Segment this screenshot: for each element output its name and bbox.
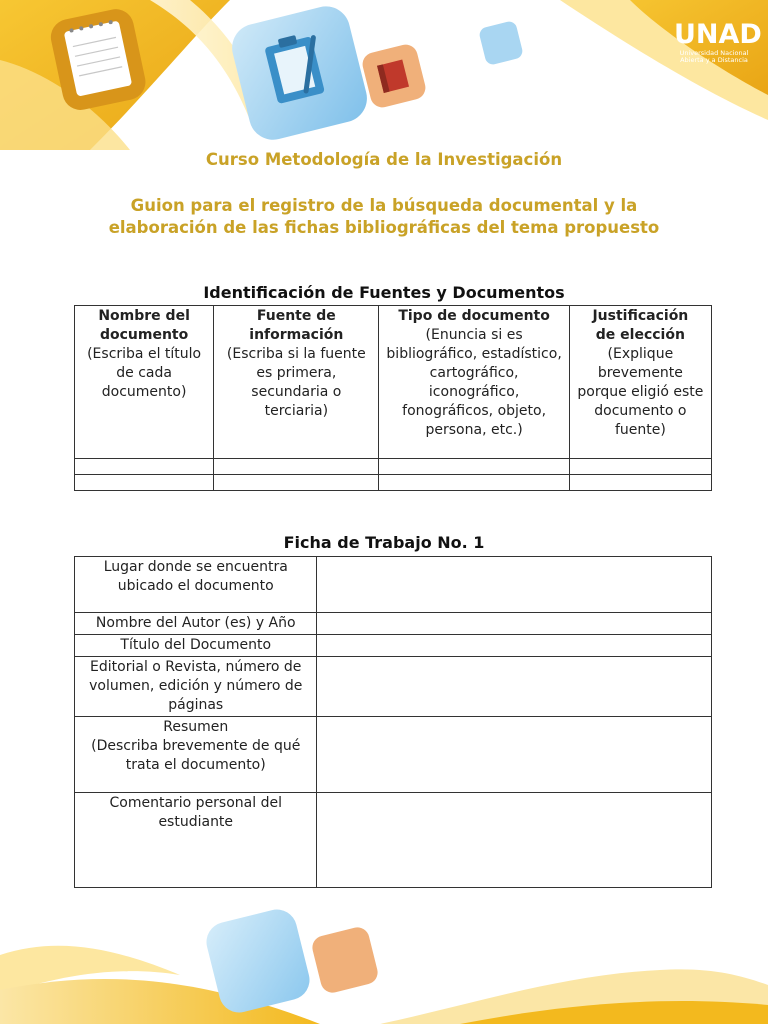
sources-table — [74, 305, 712, 491]
orange-tile — [310, 925, 380, 995]
logo-wordmark: UNAD — [674, 19, 762, 50]
footer-graphic — [0, 895, 768, 1024]
table-row — [75, 717, 712, 793]
clipboard-icon — [227, 1, 372, 145]
col-description: (Escriba si la fuente es primera, secundaria o terciaria) — [226, 346, 366, 419]
ficha-label-comment: Comentario personal del estudiante — [75, 793, 317, 888]
footer-decoration — [0, 895, 768, 1024]
col-title: Fuente de — [256, 308, 336, 324]
ficha-label-title: Título del Documento — [75, 635, 317, 657]
ficha-value-summary[interactable] — [317, 717, 712, 793]
col-description: (Explique brevemente porque eligió este documento o fuente) — [577, 346, 704, 438]
table-row — [75, 635, 712, 657]
sources-col-type — [379, 306, 569, 459]
empty-cell[interactable] — [214, 459, 379, 475]
course-title: Curso Metodología de la Investigación — [205, 150, 563, 169]
sources-col-document — [75, 306, 214, 459]
col-description: (Escriba el título de cada documento) — [87, 346, 202, 400]
table-row — [75, 657, 712, 717]
empty-cell[interactable] — [75, 475, 214, 491]
empty-cell[interactable] — [214, 475, 379, 491]
ficha-value-author[interactable] — [317, 613, 712, 635]
col-title: Nombre del — [98, 308, 190, 324]
guide-title: Guion para el registro de la búsqueda documental y la elaboración de las fichas bibliográficas del tema propuesto — [108, 196, 660, 237]
ficha-heading: Ficha de Trabajo No. 1 — [283, 533, 485, 552]
header-decoration — [0, 0, 768, 150]
col-title: Tipo de documento — [398, 308, 550, 324]
sources-col-justification — [569, 306, 711, 459]
empty-cell[interactable] — [569, 475, 711, 491]
table-row — [75, 475, 712, 491]
empty-cell[interactable] — [379, 475, 569, 491]
col-description: (Enuncia si es bibliográfico, estadístico, cartográfico, iconográfico, fonográficos, objeto, persona, etc.) — [386, 327, 562, 438]
ficha-label-summary-desc: (Describa brevemente de qué trata el documento) — [91, 738, 301, 773]
logo-subtitle-1: Universidad Nacional — [679, 49, 749, 57]
ficha-value-title[interactable] — [317, 635, 712, 657]
sources-heading: Identificación de Fuentes y Documentos — [203, 283, 565, 302]
ficha-label-location: Lugar donde se encuentra ubicado el documento — [75, 557, 317, 613]
ficha-label-summary-title: Resumen — [163, 719, 229, 735]
ficha-label-summary — [75, 717, 317, 793]
sources-col-source — [214, 306, 379, 459]
empty-cell[interactable] — [75, 459, 214, 475]
empty-cell[interactable] — [569, 459, 711, 475]
col-title: información — [249, 327, 344, 343]
book-icon — [360, 42, 428, 110]
header-graphic — [0, 0, 768, 150]
unad-logo — [674, 8, 762, 80]
col-title: Justificación — [592, 308, 689, 324]
col-title: de elección — [595, 327, 685, 343]
table-row — [75, 459, 712, 475]
ficha-value-location[interactable] — [317, 557, 712, 613]
table-row — [75, 613, 712, 635]
table-row — [75, 793, 712, 888]
col-title: documento — [99, 327, 189, 343]
empty-cell[interactable] — [379, 459, 569, 475]
ficha-label-publisher: Editorial o Revista, número de volumen, edición y número de páginas — [75, 657, 317, 717]
logo-subtitle-2: Abierta y a Distancia — [680, 56, 748, 64]
blue-diamond — [478, 20, 524, 66]
ficha-value-comment[interactable] — [317, 793, 712, 888]
table-row — [75, 557, 712, 613]
ficha-table — [74, 556, 712, 888]
ficha-value-publisher[interactable] — [317, 657, 712, 717]
ficha-label-author: Nombre del Autor (es) y Año — [75, 613, 317, 635]
